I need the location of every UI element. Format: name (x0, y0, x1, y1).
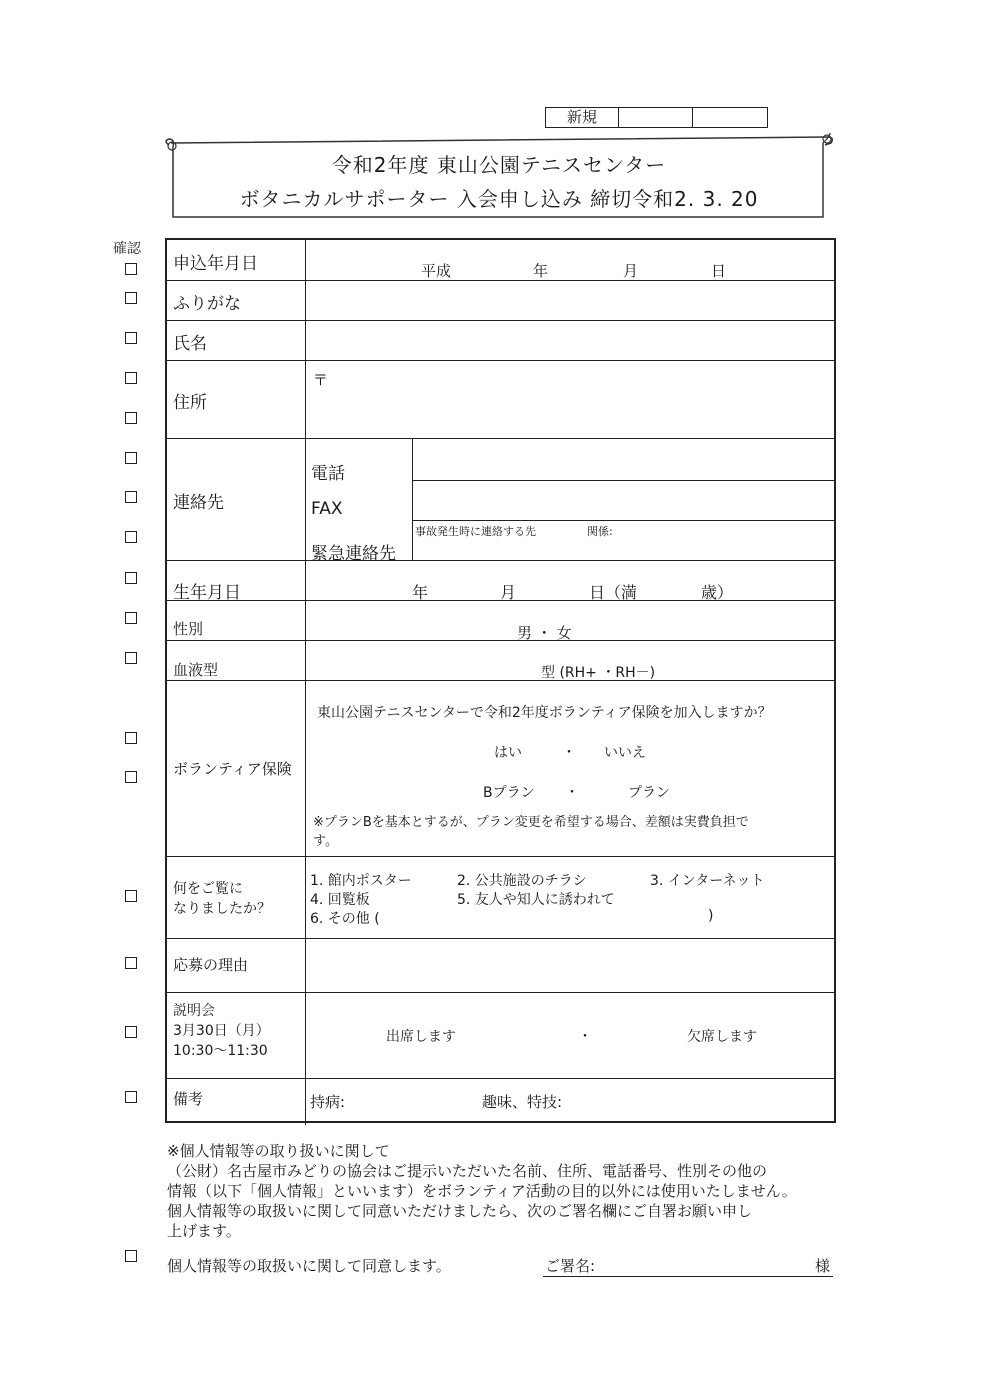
consent-text: 個人情報等の取扱いに関して同意します。 (167, 1257, 451, 1275)
source-opt-4[interactable]: 4. 回覧板 (310, 892, 370, 908)
emergency-field[interactable] (414, 538, 834, 559)
contact-label: 連絡先 (173, 493, 224, 513)
check-phone[interactable] (125, 452, 137, 464)
remarks-field[interactable] (307, 1080, 834, 1122)
emergency-label: 緊急連絡先 (311, 544, 396, 564)
insurance-dot-1: ・ (562, 745, 576, 761)
plan-other[interactable]: プラン (628, 785, 670, 801)
check-source[interactable] (125, 890, 137, 902)
signature-sama: 様 (815, 1257, 831, 1275)
title-banner (163, 133, 835, 217)
status-box (545, 107, 768, 128)
remarks-illness: 持病: (310, 1093, 346, 1111)
insurance-question: 東山公園テニスセンターで令和2年度ボランティア保険を加入しますか？ (317, 705, 772, 721)
blood-type[interactable]: 型 (RH+ ・RH－) (541, 665, 656, 681)
check-remarks[interactable] (125, 1091, 137, 1103)
consent-checkbox[interactable] (125, 1250, 137, 1262)
check-date[interactable] (125, 263, 137, 275)
furigana-label: ふりがな (173, 294, 241, 314)
blood-label: 血液型 (173, 661, 219, 679)
briefing-absent[interactable]: 欠席します (687, 1029, 757, 1045)
status-cell-1[interactable] (619, 108, 693, 127)
check-name[interactable] (125, 332, 137, 344)
check-furigana[interactable] (125, 292, 137, 304)
signature-field[interactable] (610, 1254, 810, 1276)
check-address-1[interactable] (125, 372, 137, 384)
insurance-note-2: す。 (313, 834, 338, 849)
source-label-2: なりましたか？ (173, 901, 271, 917)
birth-field[interactable] (307, 561, 834, 599)
name-field[interactable] (307, 321, 834, 359)
insurance-dot-2: ・ (565, 785, 579, 801)
briefing-label-2: 3月30日（月） (173, 1023, 270, 1039)
check-gender[interactable] (125, 612, 137, 624)
postal-mark: 〒 (313, 371, 329, 389)
furigana-field[interactable] (307, 281, 834, 319)
date-era: 平成 (421, 262, 452, 280)
remarks-label: 備考 (173, 1090, 204, 1108)
gender-label: 性別 (173, 620, 204, 638)
date-month: 月 (623, 262, 639, 280)
source-opt-1[interactable]: 1. 館内ポスター (310, 873, 412, 889)
check-header: 確認 (113, 241, 141, 257)
check-address-2[interactable] (125, 412, 137, 424)
check-insurance-2[interactable] (125, 771, 137, 783)
phone-field[interactable] (414, 439, 834, 479)
signature-label: ご署名: (545, 1257, 596, 1275)
check-emergency[interactable] (125, 531, 137, 543)
remarks-hobby: 趣味、特技: (482, 1093, 563, 1111)
privacy-line-3: 個人情報等の取扱いに関して同意いただけましたら、次のご署名欄にご自署お願い申し (167, 1202, 753, 1220)
emergency-note: 事故発生時に連絡する先 (415, 525, 536, 538)
check-reason[interactable] (125, 957, 137, 969)
source-close-paren: ) (708, 908, 714, 924)
date-field[interactable] (307, 240, 834, 280)
reason-field[interactable] (307, 939, 834, 991)
source-opt-2[interactable]: 2. 公共施設のチラシ (457, 873, 587, 889)
source-opt-3[interactable]: 3. インターネット (650, 873, 765, 889)
status-cell-2[interactable] (693, 108, 766, 127)
source-opt-6[interactable]: 6. その他 ( (310, 911, 380, 927)
briefing-dot: ・ (578, 1029, 592, 1045)
status-new-label: 新規 (546, 108, 619, 127)
birth-day: 日（満 (589, 583, 638, 602)
application-form (165, 238, 836, 1123)
insurance-note-1: ※プランBを基本とするが、プラン変更を希望する場合、差額は実費負担で (313, 815, 749, 830)
reason-label: 応募の理由 (173, 956, 249, 974)
birth-label: 生年月日 (173, 583, 241, 603)
date-label: 申込年月日 (173, 254, 258, 274)
phone-label: 電話 (311, 464, 345, 484)
name-label: 氏名 (173, 334, 207, 354)
briefing-attend[interactable]: 出席します (386, 1029, 456, 1045)
address-label: 住所 (173, 393, 207, 413)
privacy-line-1: （公財）名古屋市みどりの協会はご提示いただいた名前、住所、電話番号、性別その他の (167, 1162, 768, 1180)
privacy-title: ※個人情報等の取り扱いに関して (167, 1142, 390, 1160)
check-fax[interactable] (125, 491, 137, 503)
insurance-yes[interactable]: はい (494, 745, 522, 761)
birth-age: 歳） (701, 583, 734, 602)
signature-line (543, 1276, 833, 1277)
insurance-no[interactable]: いいえ (604, 745, 646, 761)
source-label-1: 何をご覧に (173, 881, 243, 897)
gender-options[interactable]: 男 ・ 女 (517, 624, 572, 642)
privacy-line-2: 情報（以下「個人情報」といいます）をボランティア活動の目的以外には使用いたしません。 (167, 1182, 797, 1200)
birth-month: 月 (500, 583, 517, 602)
address-field[interactable] (307, 361, 834, 437)
check-birth[interactable] (125, 572, 137, 584)
insurance-label: ボランティア保険 (173, 760, 292, 778)
fax-field[interactable] (414, 481, 834, 519)
briefing-label-3: 10:30～11:30 (173, 1043, 268, 1059)
privacy-line-4: 上げます。 (167, 1222, 241, 1240)
fax-label: FAX (311, 499, 343, 519)
title-line-2: ボタニカルサポーター 入会申し込み 締切令和2. 3. 20 (239, 187, 759, 211)
check-insurance-1[interactable] (125, 732, 137, 744)
briefing-label-1: 説明会 (173, 1003, 215, 1019)
relation-label: 関係: (587, 525, 613, 538)
check-briefing[interactable] (125, 1026, 137, 1038)
date-year: 年 (533, 262, 549, 280)
date-day: 日 (711, 262, 727, 280)
check-blood[interactable] (125, 652, 137, 664)
title-line-1: 令和2年度 東山公園テニスセンター (331, 153, 667, 177)
source-opt-5[interactable]: 5. 友人や知人に誘われて (457, 892, 615, 908)
plan-b[interactable]: Bプラン (483, 785, 535, 801)
birth-year: 年 (412, 583, 429, 602)
